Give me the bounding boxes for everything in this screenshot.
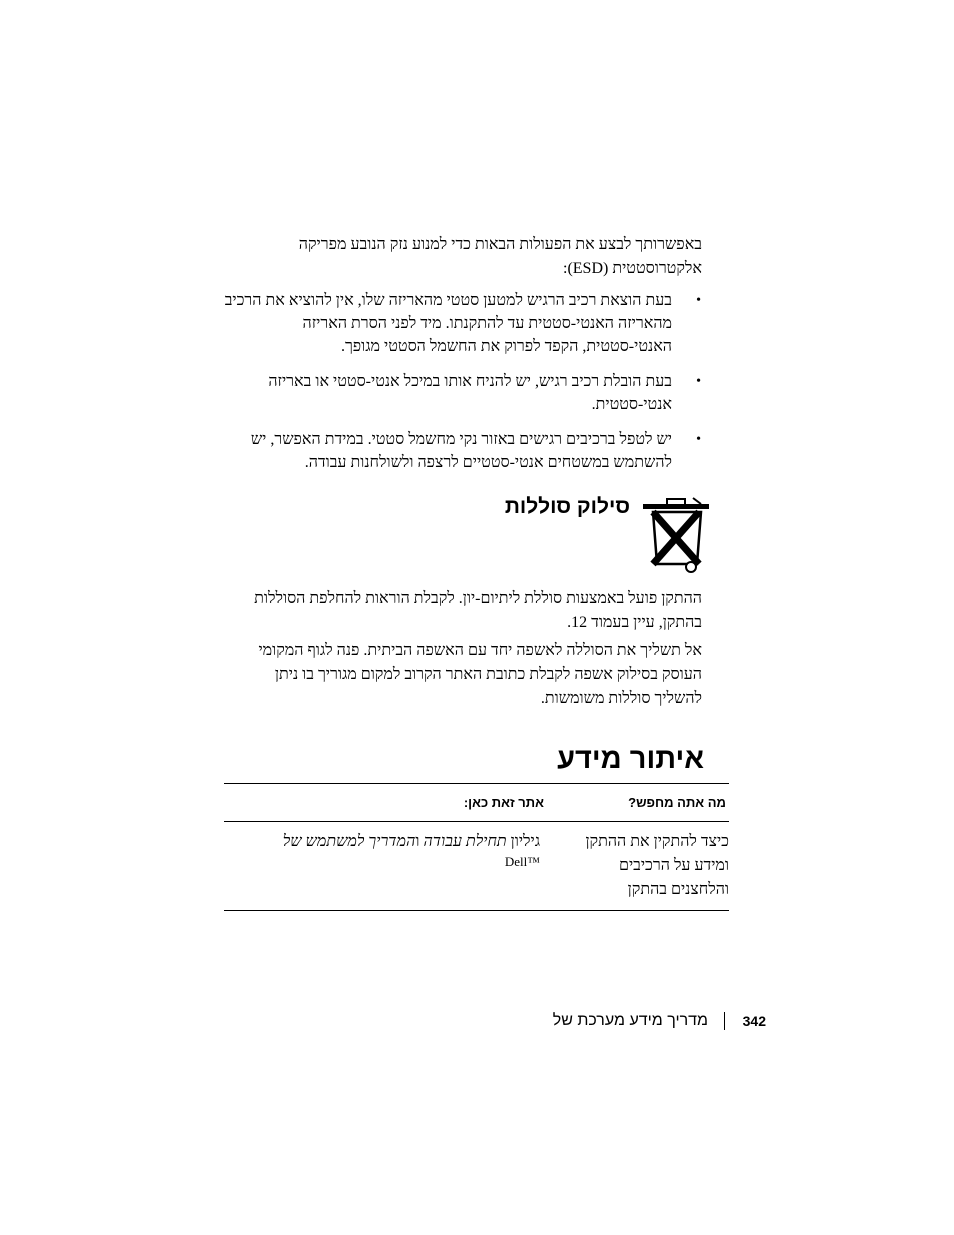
- list-item: [222, 428, 702, 474]
- bullet-dot: •: [696, 374, 701, 389]
- esd-bullet-list: [222, 289, 702, 486]
- column-header-find-it: אתר זאת כאן:: [224, 784, 574, 822]
- bullet-text: בעת הובלת רכיב רגיש, יש להניח אותו במיכל אנטי-סטטי או באריזה אנטי-סטטית.: [268, 373, 672, 413]
- document-title-user-guide: המדריך למשתמש של: [282, 833, 416, 850]
- bullet-dot: •: [696, 432, 701, 447]
- bullet-text: יש לטפל ברכיבים רגישים באזור נקי מחשמל סטטי. במידת האפשר, יש להשתמש במשטחים אנטי-סטטיים לרצפה ולשולחנות עבודה.: [250, 431, 672, 471]
- battery-info-paragraph: ההתקן פועל באמצעות סוללת ליתיום-יון. לקבלת הוראות להחלפת הסוללות בהתקן, עיין בעמוד 12.: [254, 590, 702, 631]
- information-table: [224, 783, 729, 911]
- table-cell-looking-for: כיצד להתקין את ההתקן ומידע על הרכיבים והלחצנים בהתקן: [574, 822, 729, 911]
- bullet-dot: •: [696, 293, 701, 308]
- list-item: [222, 289, 702, 358]
- esd-intro-paragraph: באפשרותך לבצע את הפעולות הבאות כדי למנוע נזק הנובע מפריקה אלקטרוסטטית (ESD):: [298, 236, 702, 277]
- footer-title: מדריך מידע מערכת של: [552, 1012, 708, 1029]
- find-prefix: גיליון: [510, 833, 540, 850]
- battery-disposal-paragraph: אל תשליך את הסוללה לאשפה יחד עם האשפה הביתית. פנה לגוף המקומי העוסק בסילוק אשפה לקבלת כתובת האתר הקרוב למקום מגוריך בו ניתן להשליך סוללות משומשות.: [258, 642, 702, 707]
- page-number: 342: [742, 1013, 766, 1029]
- find-conjunction: ו: [415, 833, 424, 850]
- table-header-row: [224, 784, 729, 822]
- finding-information-heading: איתור מידע: [557, 743, 704, 775]
- list-item: [222, 370, 702, 416]
- table-cell-find-it: [224, 822, 574, 911]
- crossed-out-wheelie-bin-icon: [641, 494, 711, 576]
- page-footer: [530, 1010, 770, 1032]
- bullet-text: בעת הוצאת רכיב הרגיש למטען סטטי מהאריזה שלו, אין להוציא את הרכיב מהאריזה האנטי-סטטית עד להתקנתו. מיד לפני הסרת האריזה האנטי-סטטית, הקפד לפרוק את החשמל הסטטי מגופך.: [224, 292, 672, 355]
- battery-disposal-heading: סילוק סוללות: [504, 495, 630, 518]
- brand-name: Dell™: [504, 854, 540, 869]
- table-row: [224, 822, 729, 911]
- column-header-looking-for: מה אתה מחפש?: [574, 784, 729, 822]
- footer-separator: [724, 1012, 725, 1030]
- document-title-getting-started: תחילת עבודה: [423, 833, 507, 850]
